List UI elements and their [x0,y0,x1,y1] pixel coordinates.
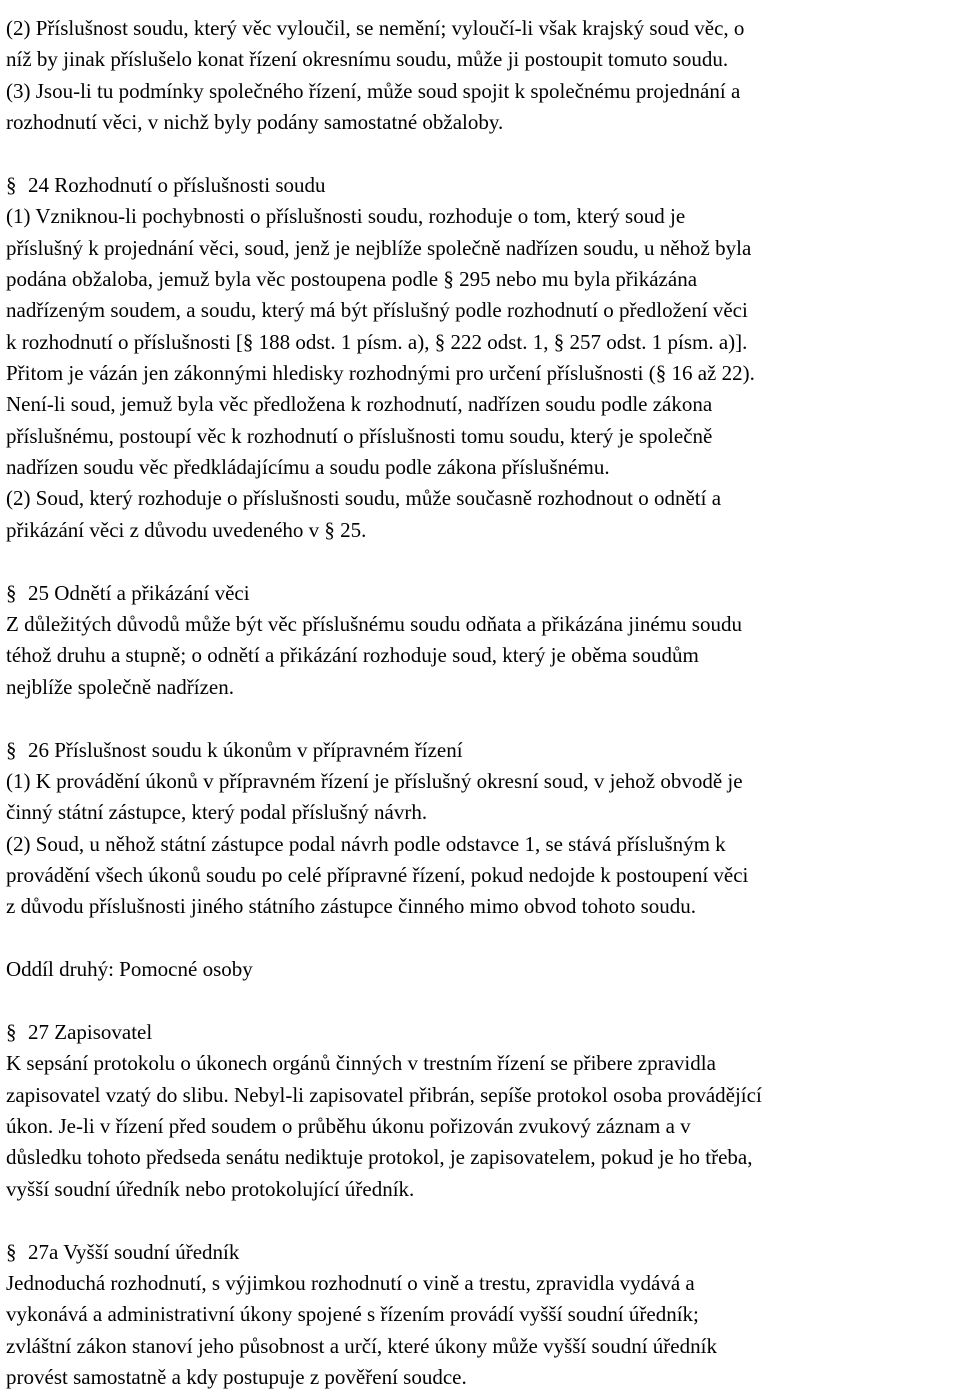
section-title: 26 Příslušnost soudu k úkonům v přípravném řízení [28,738,463,762]
section-heading [6,1017,152,1048]
text-line: k rozhodnutí o příslušnosti [§ 188 odst. 1 písm. a), § 222 odst. 1, § 257 odst. 1 písm. a)]. [6,330,748,354]
section-title: 24 Rozhodnutí o příslušnosti soudu [28,173,326,197]
text-line: (2) Soud, který rozhoduje o příslušnosti soudu, může současně rozhodnout o odnětí a [6,486,722,510]
text-line: přikázání věci z důvodu uvedeného v § 25. [6,518,367,542]
text-line: Jednoduchá rozhodnutí, s výjimkou rozhodnutí o vině a trestu, zpravidla vydává a [6,1271,695,1295]
text-line: Není-li soud, jemuž byla věc předložena k rozhodnutí, nadřízen soudu podle zákona [6,392,713,416]
text-line: Oddíl druhý: Pomocné osoby [6,957,253,981]
text-line: téhož druhu a stupně; o odnětí a přikázání rozhoduje soud, který je oběma soudům [6,643,699,667]
section-sign: § [6,738,17,762]
section-title: 27 Zapisovatel [28,1020,153,1044]
text-line: příslušnému, postoupí věc k rozhodnutí o příslušnosti tomu soudu, který je společně [6,424,713,448]
text-line: vykonává a administrativní úkony spojené s řízením provádí vyšší soudní úředník; [6,1302,699,1326]
text-line: rozhodnutí věci, v nichž byly podány samostatné obžaloby. [6,110,504,134]
text-line: (1) K provádění úkonů v přípravném řízení je příslušný okresní soud, v jehož obvodě je [6,769,743,793]
text-line: důsledku tohoto předseda senátu nediktuje protokol, je zapisovatelem, pokud je ho třeba, [6,1145,753,1169]
text-line: úkon. Je-li v řízení před soudem o průběhu úkonu pořizován zvukový záznam a v [6,1114,691,1138]
section-heading [6,170,326,201]
text-line: činný státní zástupce, který podal příslušný návrh. [6,800,428,824]
section-heading [6,578,250,609]
section-sign: § [6,1020,17,1044]
text-line: níž by jinak příslušelo konat řízení okresnímu soudu, může ji postoupit tomuto soudu. [6,47,729,71]
text-line: Z důležitých důvodů může být věc příslušnému soudu odňata a přikázána jinému soudu [6,612,742,636]
section-sign: § [6,173,17,197]
section-sign: § [6,1240,17,1264]
text-line: (2) Příslušnost soudu, který věc vyloučil, se nemění; vyloučí-li však krajský soud věc, o [6,16,745,40]
text-line: zvláštní zákon stanoví jeho působnost a určí, které úkony může vyšší soudní úředník [6,1334,717,1358]
section-heading [6,1237,239,1268]
text-line: provést samostatně a kdy postupuje z pověření soudce. [6,1365,467,1389]
section-title: 27a Vyšší soudní úředník [28,1240,240,1264]
text-line: z důvodu příslušnosti jiného státního zástupce činného mimo obvod tohoto soudu. [6,894,697,918]
text-line: příslušný k projednání věci, soud, jenž je nejblíže společně nadřízen soudu, u něhož byla [6,236,752,260]
section-heading [6,735,463,766]
text-line: nejblíže společně nadřízen. [6,675,234,699]
section-title: 25 Odnětí a přikázání věci [28,581,250,605]
text-line: nadřízeným soudem, a soudu, který má být příslušný podle rozhodnutí o předložení věci [6,298,748,322]
text-line: (1) Vzniknou-li pochybnosti o příslušnosti soudu, rozhoduje o tom, který soud je [6,204,686,228]
text-line: nadřízen soudu věc předkládajícímu a soudu podle zákona příslušnému. [6,455,610,479]
text-line: (2) Soud, u něhož státní zástupce podal návrh podle odstavce 1, se stává příslušným k [6,832,726,856]
text-line: provádění všech úkonů soudu po celé přípravné řízení, pokud nedojde k postoupení věci [6,863,749,887]
text-line: (3) Jsou-li tu podmínky společného řízení, může soud spojit k společnému projednání a [6,79,741,103]
text-line: zapisovatel vzatý do slibu. Nebyl-li zapisovatel přibrán, sepíše protokol osoba provádějící [6,1083,762,1107]
text-line: K sepsání protokolu o úkonech orgánů činných v trestním řízení se přibere zpravidla [6,1051,716,1075]
text-line: Přitom je vázán jen zákonnými hledisky rozhodnými pro určení příslušnosti (§ 16 až 22). [6,361,755,385]
text-line: vyšší soudní úředník nebo protokolující úředník. [6,1177,415,1201]
section-sign: § [6,581,17,605]
text-line: podána obžaloba, jemuž byla věc postoupena podle § 295 nebo mu byla přikázána [6,267,698,291]
